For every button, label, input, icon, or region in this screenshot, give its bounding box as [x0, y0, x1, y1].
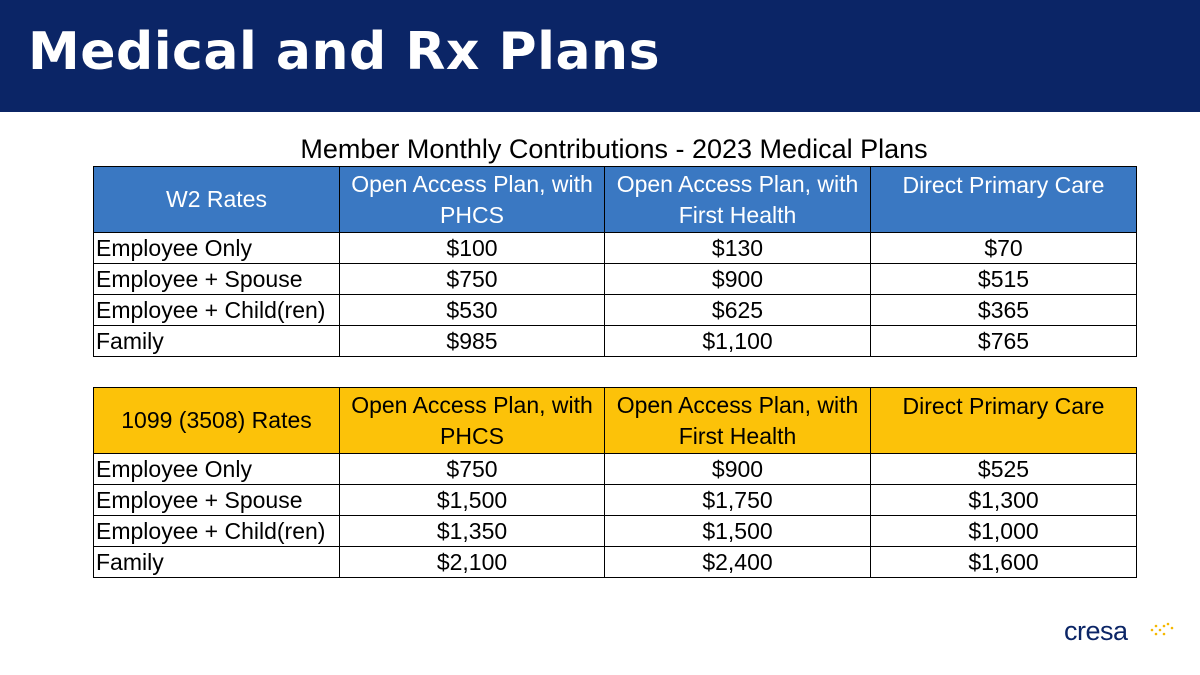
1099-col-header-dpc: Direct Primary Care [871, 388, 1137, 454]
table-cell: $1,350 [340, 516, 605, 547]
1099-col-header-first-health: Open Access Plan, with First Health [605, 388, 871, 454]
table-cell: $900 [605, 454, 871, 485]
table-cell: $750 [340, 264, 605, 295]
table-cell: $1,500 [605, 516, 871, 547]
table-cell: $100 [340, 233, 605, 264]
table-row [94, 264, 1137, 295]
table-cell: $750 [340, 454, 605, 485]
w2-col-header-first-health: Open Access Plan, with First Health [605, 167, 871, 233]
row-label: Employee Only [94, 233, 340, 264]
table-cell: $1,600 [871, 547, 1137, 578]
w2-header-label: W2 Rates [94, 167, 340, 233]
table-row [94, 547, 1137, 578]
1099-header-label: 1099 (3508) Rates [94, 388, 340, 454]
table-cell: $765 [871, 326, 1137, 357]
table-cell: $1,000 [871, 516, 1137, 547]
table-cell: $1,300 [871, 485, 1137, 516]
dots-icon [1150, 622, 1176, 638]
w2-col-header-phcs: Open Access Plan, with PHCS [340, 167, 605, 233]
table-cell: $1,750 [605, 485, 871, 516]
table-cell: $900 [605, 264, 871, 295]
row-label: Employee Only [94, 454, 340, 485]
table-cell: $70 [871, 233, 1137, 264]
table-row [94, 454, 1137, 485]
logo-wordmark: cresa [1064, 616, 1128, 646]
table-row [94, 233, 1137, 264]
table-row [94, 326, 1137, 357]
1099-col-header-phcs: Open Access Plan, with PHCS [340, 388, 605, 454]
table-cell: $985 [340, 326, 605, 357]
table-row [94, 516, 1137, 547]
table-cell: $1,500 [340, 485, 605, 516]
row-label: Employee + Spouse [94, 485, 340, 516]
row-label: Employee + Spouse [94, 264, 340, 295]
table-cell: $365 [871, 295, 1137, 326]
w2-rates-table [93, 166, 1137, 357]
table-cell: $2,400 [605, 547, 871, 578]
title-bar [0, 0, 1200, 112]
w2-col-header-dpc: Direct Primary Care [871, 167, 1137, 233]
cresa-logo [1064, 616, 1128, 647]
table-cell: $525 [871, 454, 1137, 485]
row-label: Employee + Child(ren) [94, 516, 340, 547]
table-cell: $625 [605, 295, 871, 326]
1099-rates-table [93, 387, 1137, 578]
row-label: Family [94, 547, 340, 578]
table-row [94, 485, 1137, 516]
row-label: Family [94, 326, 340, 357]
slide-title: Medical and Rx Plans [28, 22, 661, 82]
table-cell: $515 [871, 264, 1137, 295]
table-caption: Member Monthly Contributions - 2023 Medical Plans [300, 134, 928, 164]
table-row [94, 295, 1137, 326]
table-cell: $2,100 [340, 547, 605, 578]
table-cell: $530 [340, 295, 605, 326]
table-cell: $130 [605, 233, 871, 264]
table-cell: $1,100 [605, 326, 871, 357]
row-label: Employee + Child(ren) [94, 295, 340, 326]
